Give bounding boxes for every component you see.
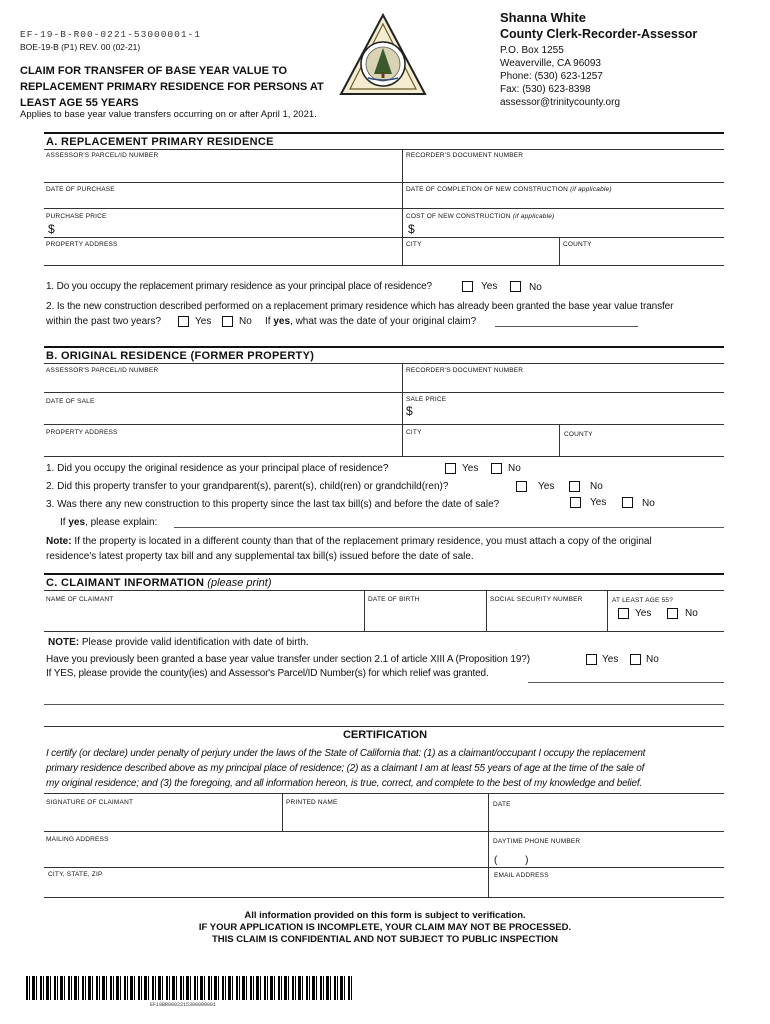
signature-field[interactable] [46,808,278,828]
no-label: No [508,463,521,474]
c-age-label: AT LEAST AGE 55? [612,597,674,604]
divider [44,573,724,575]
yes-label: Yes [635,608,652,619]
a-q1-no-checkbox[interactable] [510,281,521,292]
c-name-field[interactable] [46,605,360,627]
title-line-2: REPLACEMENT PRIMARY RESIDENCE FOR PERSONS AT [20,81,324,93]
a-city-field[interactable] [406,250,556,263]
divider [44,424,724,425]
yes-label: Yes [538,481,555,492]
b-sale-price-field[interactable] [416,404,722,422]
b-sale-price-label: SALE PRICE [406,396,447,403]
daytime-phone-field[interactable] [545,852,722,866]
c-dob-field[interactable] [368,605,482,627]
dollar-sign: $ [408,222,415,236]
footer-notice [0,910,770,946]
office-fax: Fax: (530) 623-8398 [500,84,591,95]
divider [559,424,560,456]
certification-line: primary residence described above as my principal place of residence; (2) as a claimant I am at least 55 years of age at the time of the sale of [46,763,645,774]
divider [44,456,724,457]
a-address-label: PROPERTY ADDRESS [46,241,118,248]
section-b-heading: B. ORIGINAL RESIDENCE (FORMER PROPERTY) [46,350,315,362]
heading-text: C. CLAIMANT INFORMATION [46,577,205,589]
dollar-sign: $ [406,404,413,418]
mailing-address-field[interactable] [46,846,484,866]
office-city: Weaverville, CA 96093 [500,58,601,69]
divider [364,590,365,631]
certification-line: my original residence; and (3) the foregoing, and all information hereon, is true, correct, and complete to the best of my knowledge and belief. [46,778,642,789]
c-if-yes-instructions: If YES, please provide the county(ies) and Assessor's Parcel/ID Number(s) for which relief was granted. [46,668,489,679]
official-title: County Clerk-Recorder-Assessor [500,27,698,41]
heading-note: (please print) [207,577,272,589]
b-question-2: 2. Did this property transfer to your grandparent(s), parent(s), child(ren) or grandchild(ren)? [46,481,449,492]
label-bold: yes [273,316,291,327]
daytime-phone-label: DAYTIME PHONE NUMBER [493,838,581,845]
title-line-3: LEAST AGE 55 YEARS [20,97,139,109]
signature-label: SIGNATURE OF CLAIMANT [46,799,134,806]
a-date-purchase-label: DATE OF PURCHASE [46,186,115,193]
certification-heading: CERTIFICATION [342,729,428,741]
email-label: EMAIL ADDRESS [494,872,549,879]
divider [44,867,724,868]
divider [44,346,724,348]
b-q2-no-checkbox[interactable] [569,481,580,492]
email-field[interactable] [494,880,722,896]
official-name: Shanna White [500,10,586,25]
divider [44,363,724,364]
b-address-field[interactable] [46,440,398,454]
yes-label: Yes [481,281,498,292]
a-county-field[interactable] [563,250,722,263]
label-text: DATE OF COMPLETION OF NEW CONSTRUCTION [406,186,569,193]
b-recorder-doc-label: RECORDER'S DOCUMENT NUMBER [406,367,524,374]
a-question-2-line-1: 2. Is the new construction described performed on a replacement primary residence which has already been granted the base year value transfer [46,301,674,312]
c-relief-field-line-1[interactable] [528,682,724,683]
printed-name-field[interactable] [286,808,484,828]
divider [559,237,560,265]
office-address [500,44,620,109]
label-text: COST OF NEW CONSTRUCTION [406,213,511,220]
divider [44,182,724,183]
b-q3-yes-checkbox[interactable] [570,497,581,508]
form-title [20,63,324,111]
divider [488,793,489,897]
a-recorder-doc-field[interactable] [406,162,722,180]
divider [44,265,724,266]
b-date-sale-label: DATE OF SALE [46,398,95,405]
b-question-1: 1. Did you occupy the original residence as your principal place of residence? [46,463,389,474]
c-age-no-checkbox[interactable] [667,608,678,619]
label-note: (if applicable) [570,186,612,193]
c-prev-no-checkbox[interactable] [630,654,641,665]
c-previous-transfer-question: Have you previously been granted a base year value transfer under section 2.1 of article XIII A (Proposition 19?) [46,654,530,665]
a-address-field[interactable] [46,250,398,263]
divider [44,726,724,727]
a-date-completion-label [406,186,612,193]
c-ssn-label: SOCIAL SECURITY NUMBER [490,596,583,603]
b-recorder-doc-field[interactable] [406,376,722,390]
a-q2-yes-checkbox[interactable] [178,316,189,327]
label-text: , what was the date of your original claim? [290,316,477,327]
divider [44,149,724,150]
certification-text [46,746,736,791]
label-text: , please explain: [85,517,158,528]
barcode-text: EF19BR0002215300000001 [150,1002,217,1008]
no-label: No [529,282,542,293]
b-explain-field[interactable] [174,527,724,528]
no-label: No [685,608,698,619]
yes-label: Yes [590,497,607,508]
city-state-zip-label: CITY, STATE, ZIP [48,871,103,878]
a-parcel-label: ASSESSOR'S PARCEL/ID NUMBER [46,152,159,159]
label-text: If [60,517,66,528]
certification-line: I certify (or declare) under penalty of perjury under the laws of the State of California that: (1) as a claimant/occupant I occupy the replacement [46,748,646,759]
c-name-label: NAME OF CLAIMANT [46,596,114,603]
c-note [48,637,309,648]
a-question-1: 1. Do you occupy the replacement primary residence as your principal place of residence? [46,281,432,292]
divider [402,149,403,265]
label-note: (if applicable) [512,213,555,220]
a-q1-yes-checkbox[interactable] [462,281,473,292]
note-text: residence's latest property tax bill and any supplemental tax bill(s) issued before the date of sale. [46,551,474,562]
divider [44,590,724,591]
form-revision: BOE-19-B (P1) REV. 00 (02-21) [20,42,141,52]
divider [44,831,724,832]
office-phone: Phone: (530) 623-1257 [500,71,603,82]
note-bold: Note: [46,536,72,547]
mailing-address-label: MAILING ADDRESS [46,836,109,843]
divider [44,392,724,393]
c-age-yes-checkbox[interactable] [618,608,629,619]
a-purchase-price-label: PURCHASE PRICE [46,213,107,220]
c-relief-field-line-2[interactable] [44,704,724,705]
divider [607,590,608,631]
yes-label: Yes [195,316,212,327]
b-city-label: CITY [406,429,422,436]
b-question-3: 3. Was there any new construction to this property since the last tax bill(s) and before the date of sale? [46,499,500,510]
b-date-sale-field[interactable] [46,408,398,422]
county-seal-logo [338,12,428,98]
c-dob-label: DATE OF BIRTH [368,596,420,603]
b-county-label: COUNTY [564,431,593,438]
footer-line: IF YOUR APPLICATION IS INCOMPLETE, YOUR CLAIM MAY NOT BE PROCESSED. [198,922,572,933]
date-label: DATE [493,801,511,808]
applies-note: Applies to base year value transfers occurring on or after April 1, 2021. [20,109,317,120]
a-date-completion-field[interactable] [406,194,722,206]
b-address-label: PROPERTY ADDRESS [46,429,118,436]
b-q3-no-checkbox[interactable] [622,497,633,508]
a-county-label: COUNTY [563,241,592,248]
divider [282,793,283,831]
divider [44,793,724,794]
divider [44,132,724,134]
divider [44,897,724,898]
b-parcel-field[interactable] [46,376,398,390]
a-original-claim-date-field[interactable] [495,326,638,327]
note-text: Please provide valid identification with date of birth. [79,637,309,648]
divider [44,631,724,632]
note-text: If the property is located in a different county than that of the replacement primary residence, you must attach a copy of the original [71,536,652,547]
yes-label: Yes [602,654,619,665]
title-line-1: CLAIM FOR TRANSFER OF BASE YEAR VALUE TO [20,65,288,77]
b-city-field[interactable] [406,440,556,454]
a-parcel-field[interactable] [46,162,398,180]
dollar-sign: $ [48,222,55,236]
a-cost-label [406,213,554,220]
b-county-field[interactable] [563,440,722,454]
b-explain-label [60,517,157,528]
divider [44,237,724,238]
yes-label: Yes [462,463,479,474]
a-q2-no-checkbox[interactable] [222,316,233,327]
section-c-heading [46,577,272,589]
label-text: If [265,316,271,327]
divider [486,590,487,631]
footer-line: All information provided on this form is subject to verification. [244,910,526,921]
divider [402,363,403,456]
label-bold: yes [68,517,86,528]
a-cost-field[interactable] [418,222,722,236]
city-state-zip-field[interactable] [46,880,484,896]
no-label: No [642,498,655,509]
barcode [26,976,352,1000]
a-if-yes-question [265,316,476,327]
a-question-2-line-2: within the past two years? [46,316,162,327]
section-a-heading: A. REPLACEMENT PRIMARY RESIDENCE [46,136,274,148]
no-label: No [239,316,252,327]
c-ssn-field[interactable] [490,605,603,627]
b-parcel-label: ASSESSOR'S PARCEL/ID NUMBER [46,367,159,374]
b-note [46,534,736,564]
footer-line: THIS CLAIM IS CONFIDENTIAL AND NOT SUBJECT TO PUBLIC INSPECTION [211,934,559,945]
no-label: No [590,481,603,492]
b-q1-no-checkbox[interactable] [491,463,502,474]
printed-name-label: PRINTED NAME [286,799,338,806]
b-q1-yes-checkbox[interactable] [445,463,456,474]
office-email: assessor@trinitycounty.org [500,97,621,108]
no-label: No [646,654,659,665]
divider [44,208,724,209]
po-box: P.O. Box 1255 [500,45,564,56]
a-city-label: CITY [406,241,422,248]
note-bold: NOTE: [48,637,80,648]
form-code: EF-19-B-R00-0221-53000001-1 [20,29,201,40]
a-purchase-price-field[interactable] [58,222,398,236]
c-prev-yes-checkbox[interactable] [586,654,597,665]
cert-date-field[interactable] [493,810,722,828]
a-recorder-doc-label: RECORDER'S DOCUMENT NUMBER [406,152,524,159]
phone-area-code: ( ) [494,855,529,866]
b-q2-yes-checkbox[interactable] [516,481,527,492]
a-date-purchase-field[interactable] [46,194,398,206]
